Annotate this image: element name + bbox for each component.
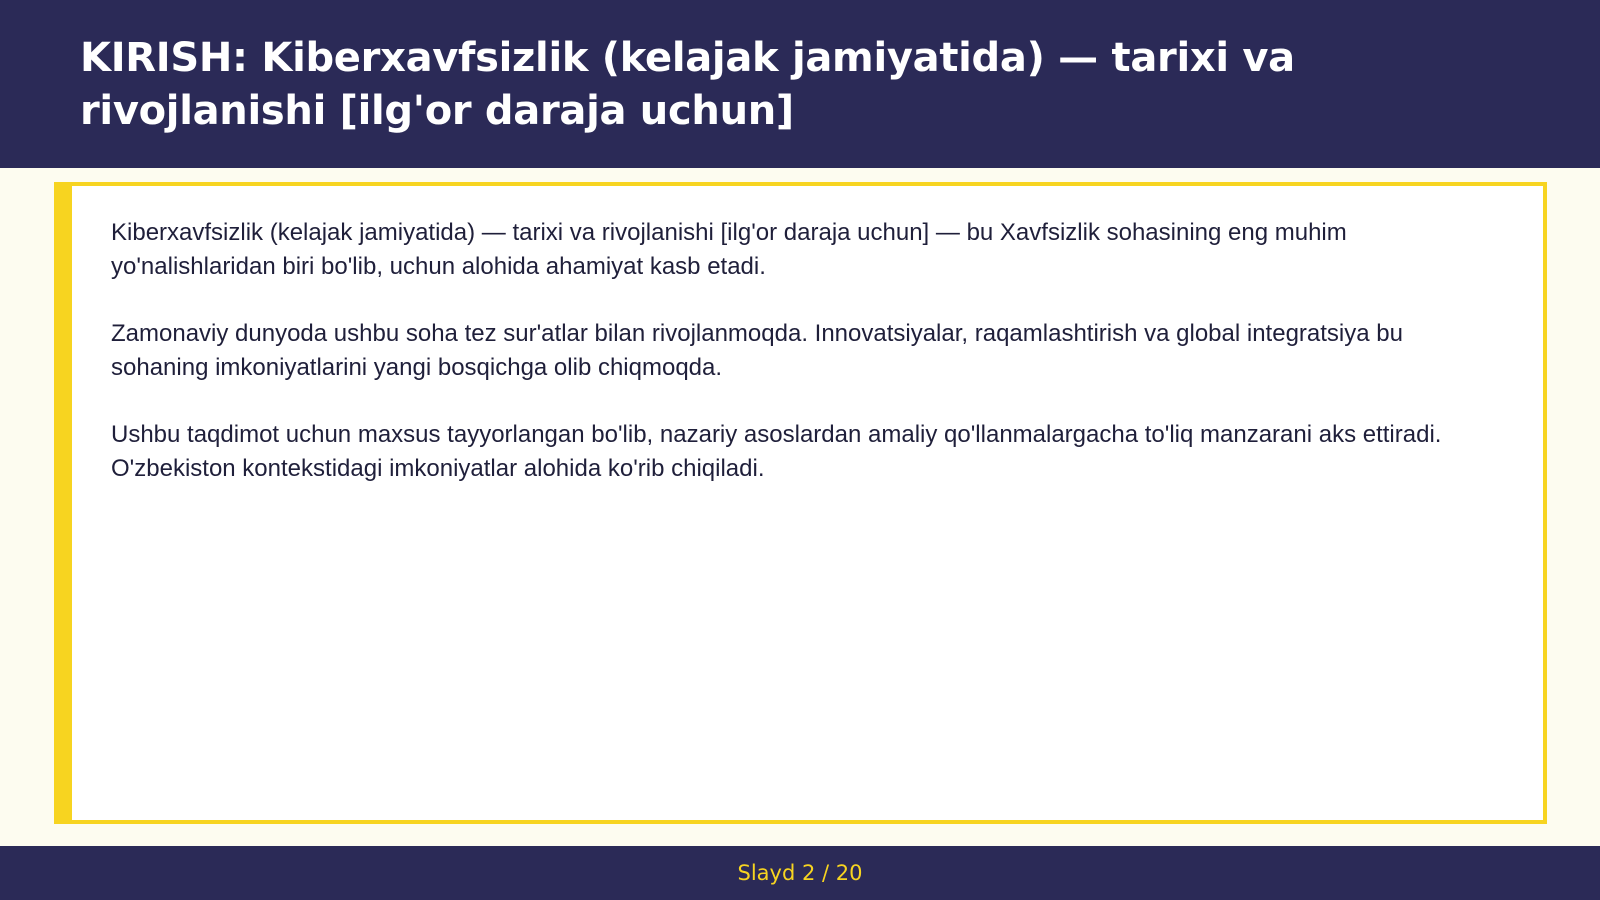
slide-header bbox=[0, 0, 1600, 168]
presentation-purpose-paragraph: Ushbu taqdimot uchun maxsus tayyorlangan bo'lib, nazariy asoslardan amaliy qo'llanmalargacha to'liq manzarani aks ettiradi. O'zbekiston kontekstidagi imkoniyatlar alohida ko'rib chiqiladi. bbox=[111, 421, 1442, 482]
slide-counter: Slayd 2 / 20 bbox=[737, 861, 863, 885]
modern-world-paragraph: Zamonaviy dunyoda ushbu soha tez sur'atlar bilan rivojlanmoqda. Innovatsiyalar, raqamlashtirish va global integratsiya bu sohaning imkoniyatlarini yangi bosqichga olib chiqmoqda. bbox=[111, 320, 1403, 381]
slide-title: KIRISH: Kiberxavfsizlik (kelajak jamiyatida) — tarixi va rivojlanishi [ilg'or daraja uchun] bbox=[80, 35, 1295, 134]
intro-paragraph: Kiberxavfsizlik (kelajak jamiyatida) — tarixi va rivojlanishi [ilg'or daraja uchun] — bu Xavfsizlik sohasining eng muhim yo'nalishlaridan biri bo'lib, uchun alohida ahamiyat kasb etadi. bbox=[111, 219, 1347, 280]
content-panel bbox=[54, 182, 1547, 824]
slide-footer bbox=[0, 846, 1600, 900]
